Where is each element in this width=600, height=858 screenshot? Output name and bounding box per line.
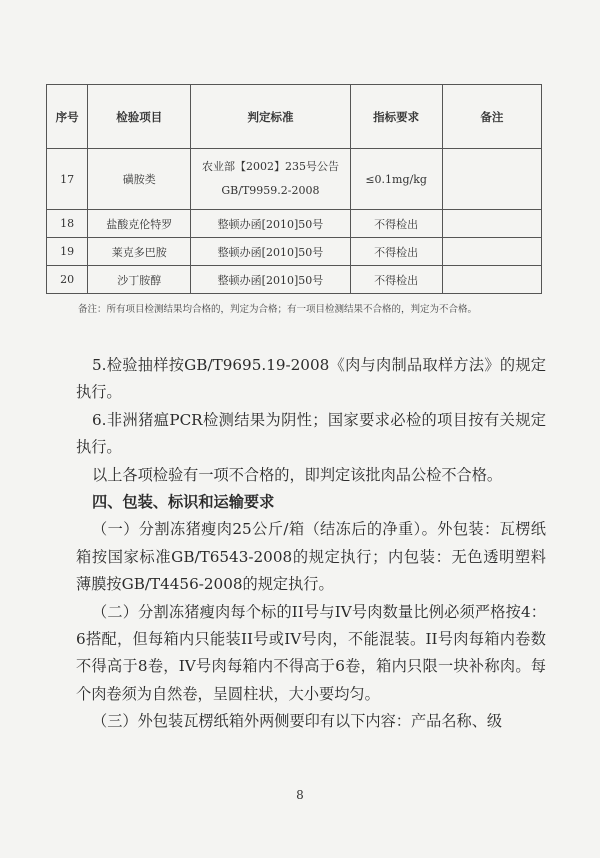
row-standard: 整顿办函[2010]50号: [191, 266, 350, 294]
table-row: [47, 266, 542, 294]
paragraph-packaging-2: （二）分割冻猪瘦肉每个标的II号与IV号肉数量比例必须严格按4：6搭配，但每箱内只能装II号或IV号肉，不能混装。II号肉每箱内卷数不得高于8卷，IV号肉每箱内不得高于6卷，箱内只限一块补称肉。每个肉卷须为自然卷，呈圆柱状，大小要均匀。: [76, 602, 546, 703]
row-requirement: 不得检出: [350, 210, 442, 238]
header-note: 备注: [442, 85, 541, 149]
row-standard: [191, 149, 350, 210]
row-item: 沙丁胺醇: [88, 266, 191, 294]
row-seq: 20: [47, 266, 88, 294]
table-footnote: 备注：所有项目检测结果均合格的，判定为合格；有一项目检测结果不合格的，判定为不合格。: [78, 304, 478, 315]
table-row: [47, 210, 542, 238]
row-item: 盐酸克伦特罗: [88, 210, 191, 238]
header-requirement: 指标要求: [350, 85, 442, 149]
paragraph-sampling: 5.检验抽样按GB/T9695.19-2008《肉与肉制品取样方法》的规定执行。: [76, 356, 546, 402]
paragraph-judgement: 以上各项检验有一项不合格的，即判定该批肉品公检不合格。: [92, 465, 503, 484]
paragraph-packaging-3: （三）外包装瓦楞纸箱外两侧要印有以下内容：产品名称、级: [92, 712, 503, 731]
page-number: 8: [296, 788, 304, 802]
inspection-table: [46, 84, 542, 294]
row-requirement: 不得检出: [350, 238, 442, 266]
header-seq: 序号: [47, 85, 88, 149]
row-seq: 18: [47, 210, 88, 238]
table-row: [47, 149, 542, 210]
row-seq: 19: [47, 238, 88, 266]
row-requirement: ≤0.1mg/kg: [350, 149, 442, 210]
row-note: [442, 210, 541, 238]
table-row: [47, 238, 542, 266]
row-item: 磺胺类: [88, 149, 191, 210]
row-seq: 17: [47, 149, 88, 210]
header-standard: 判定标准: [191, 85, 350, 149]
row-note: [442, 266, 541, 294]
row-standard-line1: 农业部【2002】235号公告: [201, 160, 339, 173]
row-note: [442, 238, 541, 266]
paragraph-asf: 6.非洲猪瘟PCR检测结果为阴性；国家要求必检的项目按有关规定执行。: [76, 410, 546, 457]
section-heading: 四、包装、标识和运输要求: [92, 493, 275, 512]
body-text: [76, 352, 546, 736]
row-item: 莱克多巴胺: [88, 238, 191, 266]
row-standard: 整顿办函[2010]50号: [191, 210, 350, 238]
row-standard: 整顿办函[2010]50号: [191, 238, 350, 266]
paragraph-packaging-1: （一）分割冻猪瘦肉25公斤/箱（结冻后的净重）。外包装：瓦楞纸箱按国家标准GB/T6543-2008的规定执行；内包装：无色透明塑料薄膜按GB/T4456-2008的规定执行。: [76, 520, 546, 594]
row-standard-line2: GB/T9959.2-2008: [221, 184, 320, 197]
table-header-row: [47, 85, 542, 149]
header-item: 检验项目: [88, 85, 191, 149]
row-requirement: 不得检出: [350, 266, 442, 294]
row-note: [442, 149, 541, 210]
